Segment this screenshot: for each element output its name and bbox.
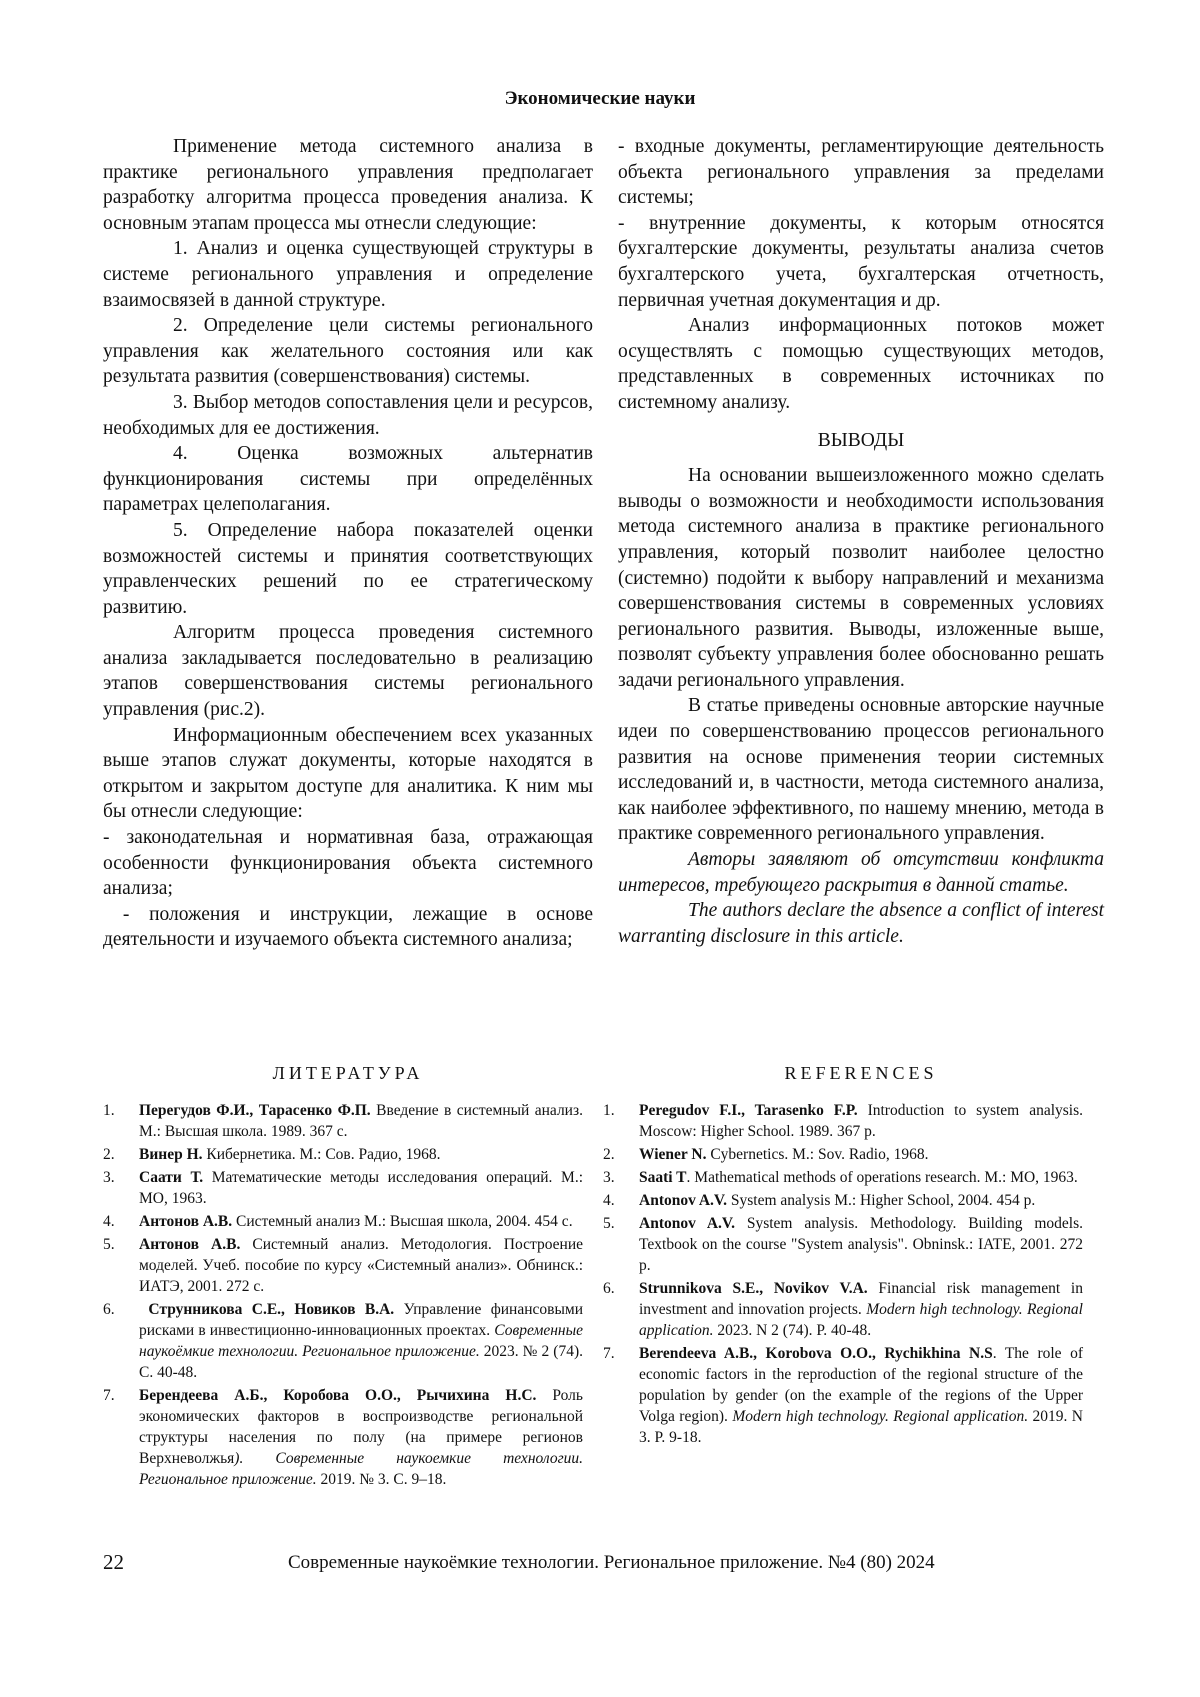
reference-number: 1.	[603, 1102, 615, 1119]
reference-authors: Антонов А.В.	[139, 1213, 233, 1230]
reference-authors: Антонов А.В.	[139, 1236, 241, 1253]
reference-item	[103, 1100, 583, 1142]
reference-item	[603, 1167, 1083, 1188]
reference-item	[103, 1167, 583, 1209]
list-step-5: 5. Определение набора показателей оценки возможностей системы и принятия соответствующих управленческих решений по ее стратегическому развитию.	[103, 519, 593, 618]
reference-issue: 2023. № 2 (74). С. 40-48.	[139, 1343, 583, 1381]
reference-item	[603, 1190, 1083, 1211]
paragraph: Информационным обеспечением всех указанных выше этапов служат документы, которые находятся в открытом и закрытом доступе для аналитика. К ним мы бы отнесли следующие:	[103, 724, 593, 823]
reference-issue: 2019. N 3. P. 9-18.	[639, 1408, 1083, 1446]
reference-number: 3.	[603, 1169, 615, 1186]
reference-item	[603, 1213, 1083, 1276]
reference-text: System analysis M.: Higher School, 2004. 454 p.	[727, 1192, 1036, 1209]
references-ru-title: ЛИТЕРАТУРА	[272, 1063, 424, 1083]
paragraph: В статье приведены основные авторские научные идеи по совершенствованию процессов регионального развития на основе применения теории системных исследований и, в частности, метода системного анализа, как наиболее эффективного, по нашему мнению, метода в практике современного регионального управления.	[618, 695, 1104, 845]
reference-item	[603, 1278, 1083, 1341]
reference-number: 5.	[103, 1236, 115, 1253]
reference-item	[603, 1144, 1083, 1165]
reference-journal: ). Современные наукоемкие технологии. Региональное приложение.	[139, 1450, 583, 1488]
list-step-4: 4. Оценка возможных альтернатив функционирования системы при определённых параметрах целеполагания.	[103, 443, 593, 516]
right-text-column	[618, 134, 1104, 949]
reference-number: 6.	[103, 1301, 115, 1318]
reference-number: 1.	[103, 1102, 115, 1119]
reference-number: 6.	[603, 1280, 615, 1297]
section-header: Экономические науки	[504, 88, 696, 109]
list-step-2: 2. Определение цели системы регионального управления как желательного состояния или как результата развития (совершенствования) системы.	[103, 315, 593, 388]
reference-item	[103, 1144, 583, 1165]
reference-number: 5.	[603, 1215, 615, 1232]
reference-authors: Саати Т.	[139, 1169, 204, 1186]
reference-item	[103, 1299, 583, 1383]
page-number: 22	[103, 1550, 124, 1574]
reference-number: 4.	[103, 1213, 115, 1230]
reference-item	[603, 1343, 1083, 1448]
reference-authors: Wiener N.	[639, 1146, 707, 1163]
reference-text: Financial risk management in investment and innovation projects.	[639, 1280, 1083, 1318]
bullet-item: - внутренние документы, к которым относятся бухгалтерские документы, результаты анализа счетов бухгалтерского учета, бухгалтерская отчетность, первичная учетная документация и др.	[618, 212, 1104, 311]
reference-text: . The role of economic factors in the reproduction of the regional structure of the population by gender (on the example of the regions of the Upper Volga region).	[639, 1345, 1084, 1425]
reference-authors: Antonov A.V.	[639, 1215, 735, 1232]
list-step-3: 3. Выбор методов сопоставления цели и ресурсов, необходимых для ее достижения.	[103, 391, 593, 439]
reference-authors: Перегудов Ф.И., Тарасенко Ф.П.	[139, 1102, 371, 1119]
reference-authors: Струнникова С.Е., Новиков В.А.	[139, 1301, 395, 1318]
reference-authors: Винер Н.	[139, 1146, 203, 1163]
reference-text: Кибернетика. М.: Сов. Радио, 1968.	[202, 1146, 441, 1163]
conclusions-heading: ВЫВОДЫ	[817, 429, 905, 451]
reference-issue: 2023. N 2 (74). P. 40-48.	[713, 1322, 872, 1339]
reference-item	[603, 1100, 1083, 1142]
reference-item	[103, 1385, 583, 1490]
references-en-title: REFERENCES	[784, 1063, 938, 1083]
reference-authors: Strunnikova S.E., Novikov V.A.	[639, 1280, 868, 1297]
reference-number: 2.	[603, 1146, 615, 1163]
left-text-column	[103, 134, 598, 953]
reference-number: 2.	[103, 1146, 115, 1163]
reference-number: 7.	[603, 1345, 615, 1362]
reference-authors: Peregudov F.I., Tarasenko F.P.	[639, 1102, 858, 1119]
paragraph: Применение метода системного анализа в практике регионального управления предполагает разработку алгоритма процесса проведения анализа. К основным этапам процесса мы отнесли следующие:	[103, 136, 593, 234]
reference-number: 3.	[103, 1169, 115, 1186]
reference-text: System analysis. Methodology. Building models. Textbook on the course "System analysis". Obninsk.: IATE, 2001. 272 p.	[639, 1215, 1083, 1274]
reference-item	[103, 1234, 583, 1297]
reference-text: Introduction to system analysis. Moscow: Higher School. 1989. 367 p.	[639, 1102, 1083, 1140]
reference-item	[103, 1211, 583, 1232]
reference-text: Системный анализ М.: Высшая школа, 2004. 454 с.	[232, 1213, 573, 1230]
reference-text: Cybernetics. M.: Sov. Radio, 1968.	[706, 1146, 929, 1163]
journal-title: Современные наукоёмкие технологии. Региональное приложение. №4 (80) 2024	[288, 1552, 935, 1573]
reference-journal: Modern high technology. Regional application.	[732, 1408, 1029, 1425]
reference-text: Роль экономических факторов в воспроизводстве региональной структуры населения по полу (на примере регионов Верхневолжья	[139, 1387, 583, 1467]
reference-issue: 2019. № 3. С. 9–18.	[316, 1471, 447, 1488]
reference-text: Введение в системный анализ. М.: Высшая школа. 1989. 367 с.	[139, 1102, 583, 1140]
reference-authors: Antonov A.V.	[639, 1192, 728, 1209]
reference-text: Управление финансовыми рисками в инвестиционно-инновационных проектах.	[139, 1301, 583, 1339]
paragraph: Алгоритм процесса проведения системного анализа закладывается последовательно в реализацию этапов совершенствования системы регионального управления (рис.2).	[103, 622, 593, 721]
bullet-item: - положения и инструкции, лежащие в основе деятельности и изучаемого объекта системного анализа;	[103, 903, 598, 951]
reference-journal: Modern high technology. Regional application.	[639, 1301, 1083, 1339]
paragraph: Анализ информационных потоков может осуществлять с помощью существующих методов, представленных в современных источниках по системному анализу.	[618, 315, 1104, 413]
conflict-statement-en: The authors declare the absence a conflict of interest warranting disclosure in this article.	[618, 900, 1104, 947]
references-ru-list	[103, 1100, 583, 1492]
reference-text: . Mathematical methods of operations research. M.: MO, 1963.	[686, 1169, 1078, 1186]
conflict-statement-ru: Авторы заявляют об отсутствии конфликта интересов, требующего раскрытия в данной статье.	[618, 849, 1104, 896]
reference-authors: Saati T	[639, 1169, 687, 1186]
paragraph: На основании вышеизложенного можно сделать выводы о возможности и необходимости использования метода системного анализа в практике регионального управления, который позволит наиболее целостно (системно) подойти к выбору направлений и механизма совершенствования системы в современных условиях регионального развития. Выводы, изложенные выше, позволят субъекту управления более обоснованно решать задачи регионального управления.	[618, 465, 1104, 691]
bullet-item: - входные документы, регламентирующие деятельность объекта регионального управления за пределами системы;	[618, 136, 1104, 209]
reference-number: 7.	[103, 1387, 115, 1404]
reference-authors: Berendeeva A.B., Korobova O.O., Rychikhina N.S	[639, 1345, 993, 1362]
reference-authors: Берендеева А.Б., Коробова О.О., Рычихина Н.С.	[139, 1387, 537, 1404]
bullet-item: - законодательная и нормативная база, отражающая особенности функционирования объекта системного анализа;	[103, 827, 593, 900]
reference-text: Системный анализ. Методология. Построение моделей. Учеб. пособие по курсу «Системный анализ». Обнинск.: ИАТЭ, 2001. 272 с.	[139, 1236, 584, 1295]
reference-journal: Современные наукоёмкие технологии. Региональное приложение.	[139, 1322, 583, 1360]
reference-text: Математические методы исследования операций. М.: МО, 1963.	[139, 1169, 583, 1207]
references-en-list	[603, 1100, 1083, 1450]
list-step-1: 1. Анализ и оценка существующей структуры в системе регионального управления и определение взаимосвязей в данной структуре.	[103, 238, 593, 311]
reference-number: 4.	[603, 1192, 615, 1209]
